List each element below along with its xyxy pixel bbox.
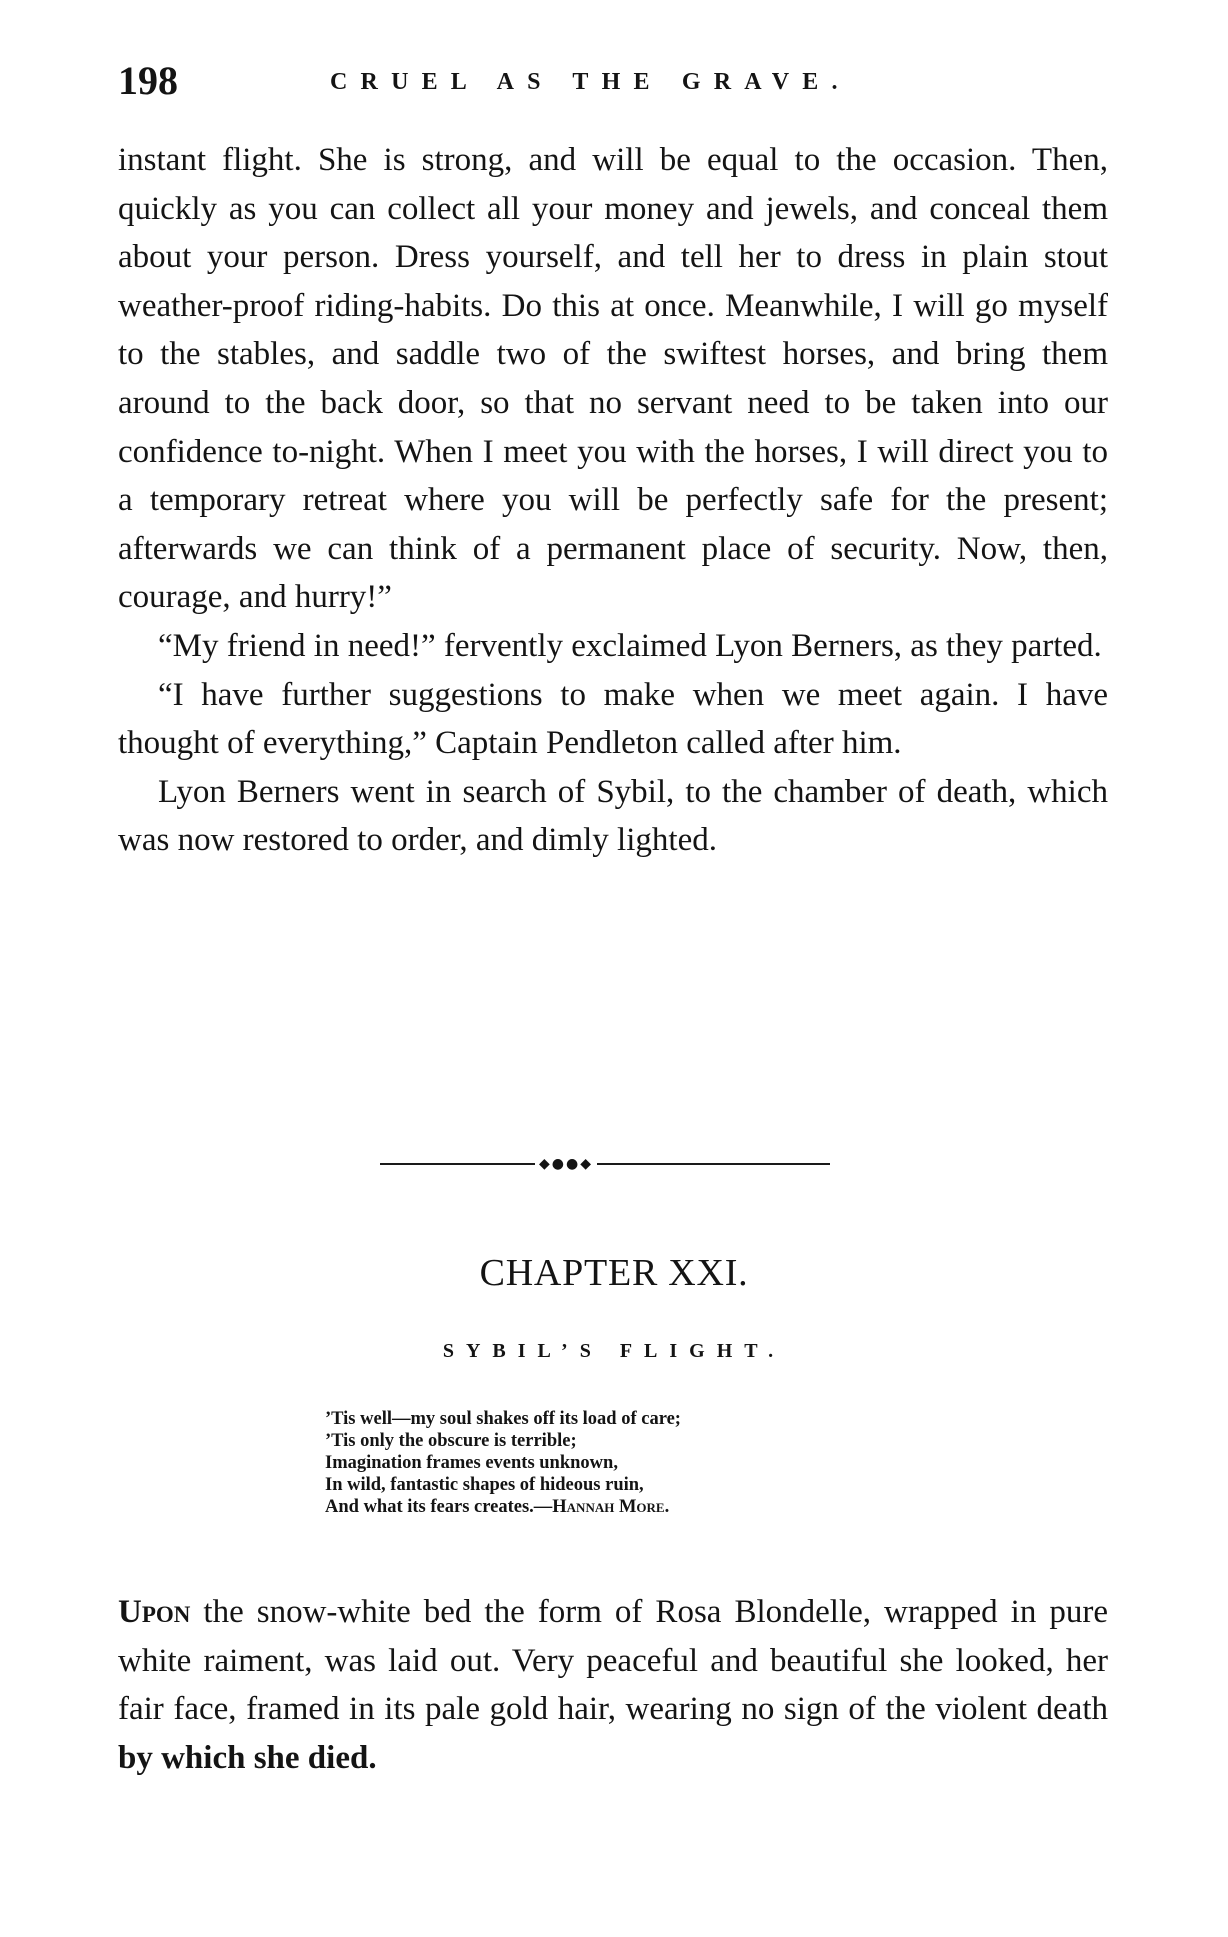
chapter-subtitle: SYBIL’S FLIGHT. [442, 1340, 786, 1362]
epigraph-line: Imagination frames events unknown, [325, 1453, 618, 1473]
divider-glyphs: ◆●●◆ [535, 1156, 597, 1172]
paragraph-further-suggestions: “I have further suggestions to make when we meet again. I have thought of everything,” Captain Pendleton called after him. [118, 676, 1108, 762]
section-divider-ornament [380, 1156, 830, 1172]
page-number: 198 [118, 58, 178, 103]
epigraph [325, 1408, 965, 1518]
divider-rule [380, 1163, 830, 1165]
top-text-block [118, 136, 1108, 865]
epigraph-line: ’Tis only the obscure is terrible; [325, 1431, 577, 1451]
epigraph-line: ’Tis well—my soul shakes off its load of care; [325, 1409, 681, 1429]
bottom-text-block [118, 1588, 1108, 1782]
epigraph-attribution: Hannah More. [552, 1497, 670, 1517]
epigraph-last-line [325, 1496, 965, 1518]
running-title: CRUEL AS THE GRAVE. [330, 69, 851, 95]
running-head [118, 56, 1128, 116]
chapter-lead-word: Upon [118, 1594, 191, 1630]
epigraph-line: In wild, fantastic shapes of hideous ruin, [325, 1475, 644, 1495]
paragraph-body: the snow-white bed the form of Rosa Blondelle, wrapped in pure white raiment, was laid out. Very peaceful and beautiful she looked, her fair face, framed in its pale gold hair, wearing no sign of the violent death [118, 1594, 1108, 1728]
paragraph-friend-in-need: “My friend in need!” fervently exclaimed Lyon Berners, as they parted. [158, 627, 1102, 664]
chapter-heading: CHAPTER XXI. [479, 1252, 749, 1294]
paragraph-continuation: instant flight. She is strong, and will be equal to the occasion. Then, quickly as you can collect all your money and jewels, and conceal them about your person. Dress yourself, and tell her to dress in plain stout weather-proof riding-habits. Do this at once. Meanwhile, I will go myself to the stables, and saddle two of the swiftest horses, and bring them around to the back door, so that no servant need to be taken into our confidence to-night. When I meet you with the horses, I will direct you to a temporary retreat where you will be perfectly safe for the present; afterwards we can think of a permanent place of security. Now, then, courage, and hurry!” [118, 142, 1108, 616]
paragraph-bold-tail: by which she died. [118, 1739, 377, 1776]
epigraph-last-line-text: And what its fears creates.— [325, 1497, 553, 1517]
paragraph-rosa-blondelle [118, 1588, 1108, 1782]
paragraph-search-of-sybil: Lyon Berners went in search of Sybil, to the chamber of death, which was now restored to order, and dimly lighted. [118, 773, 1108, 859]
